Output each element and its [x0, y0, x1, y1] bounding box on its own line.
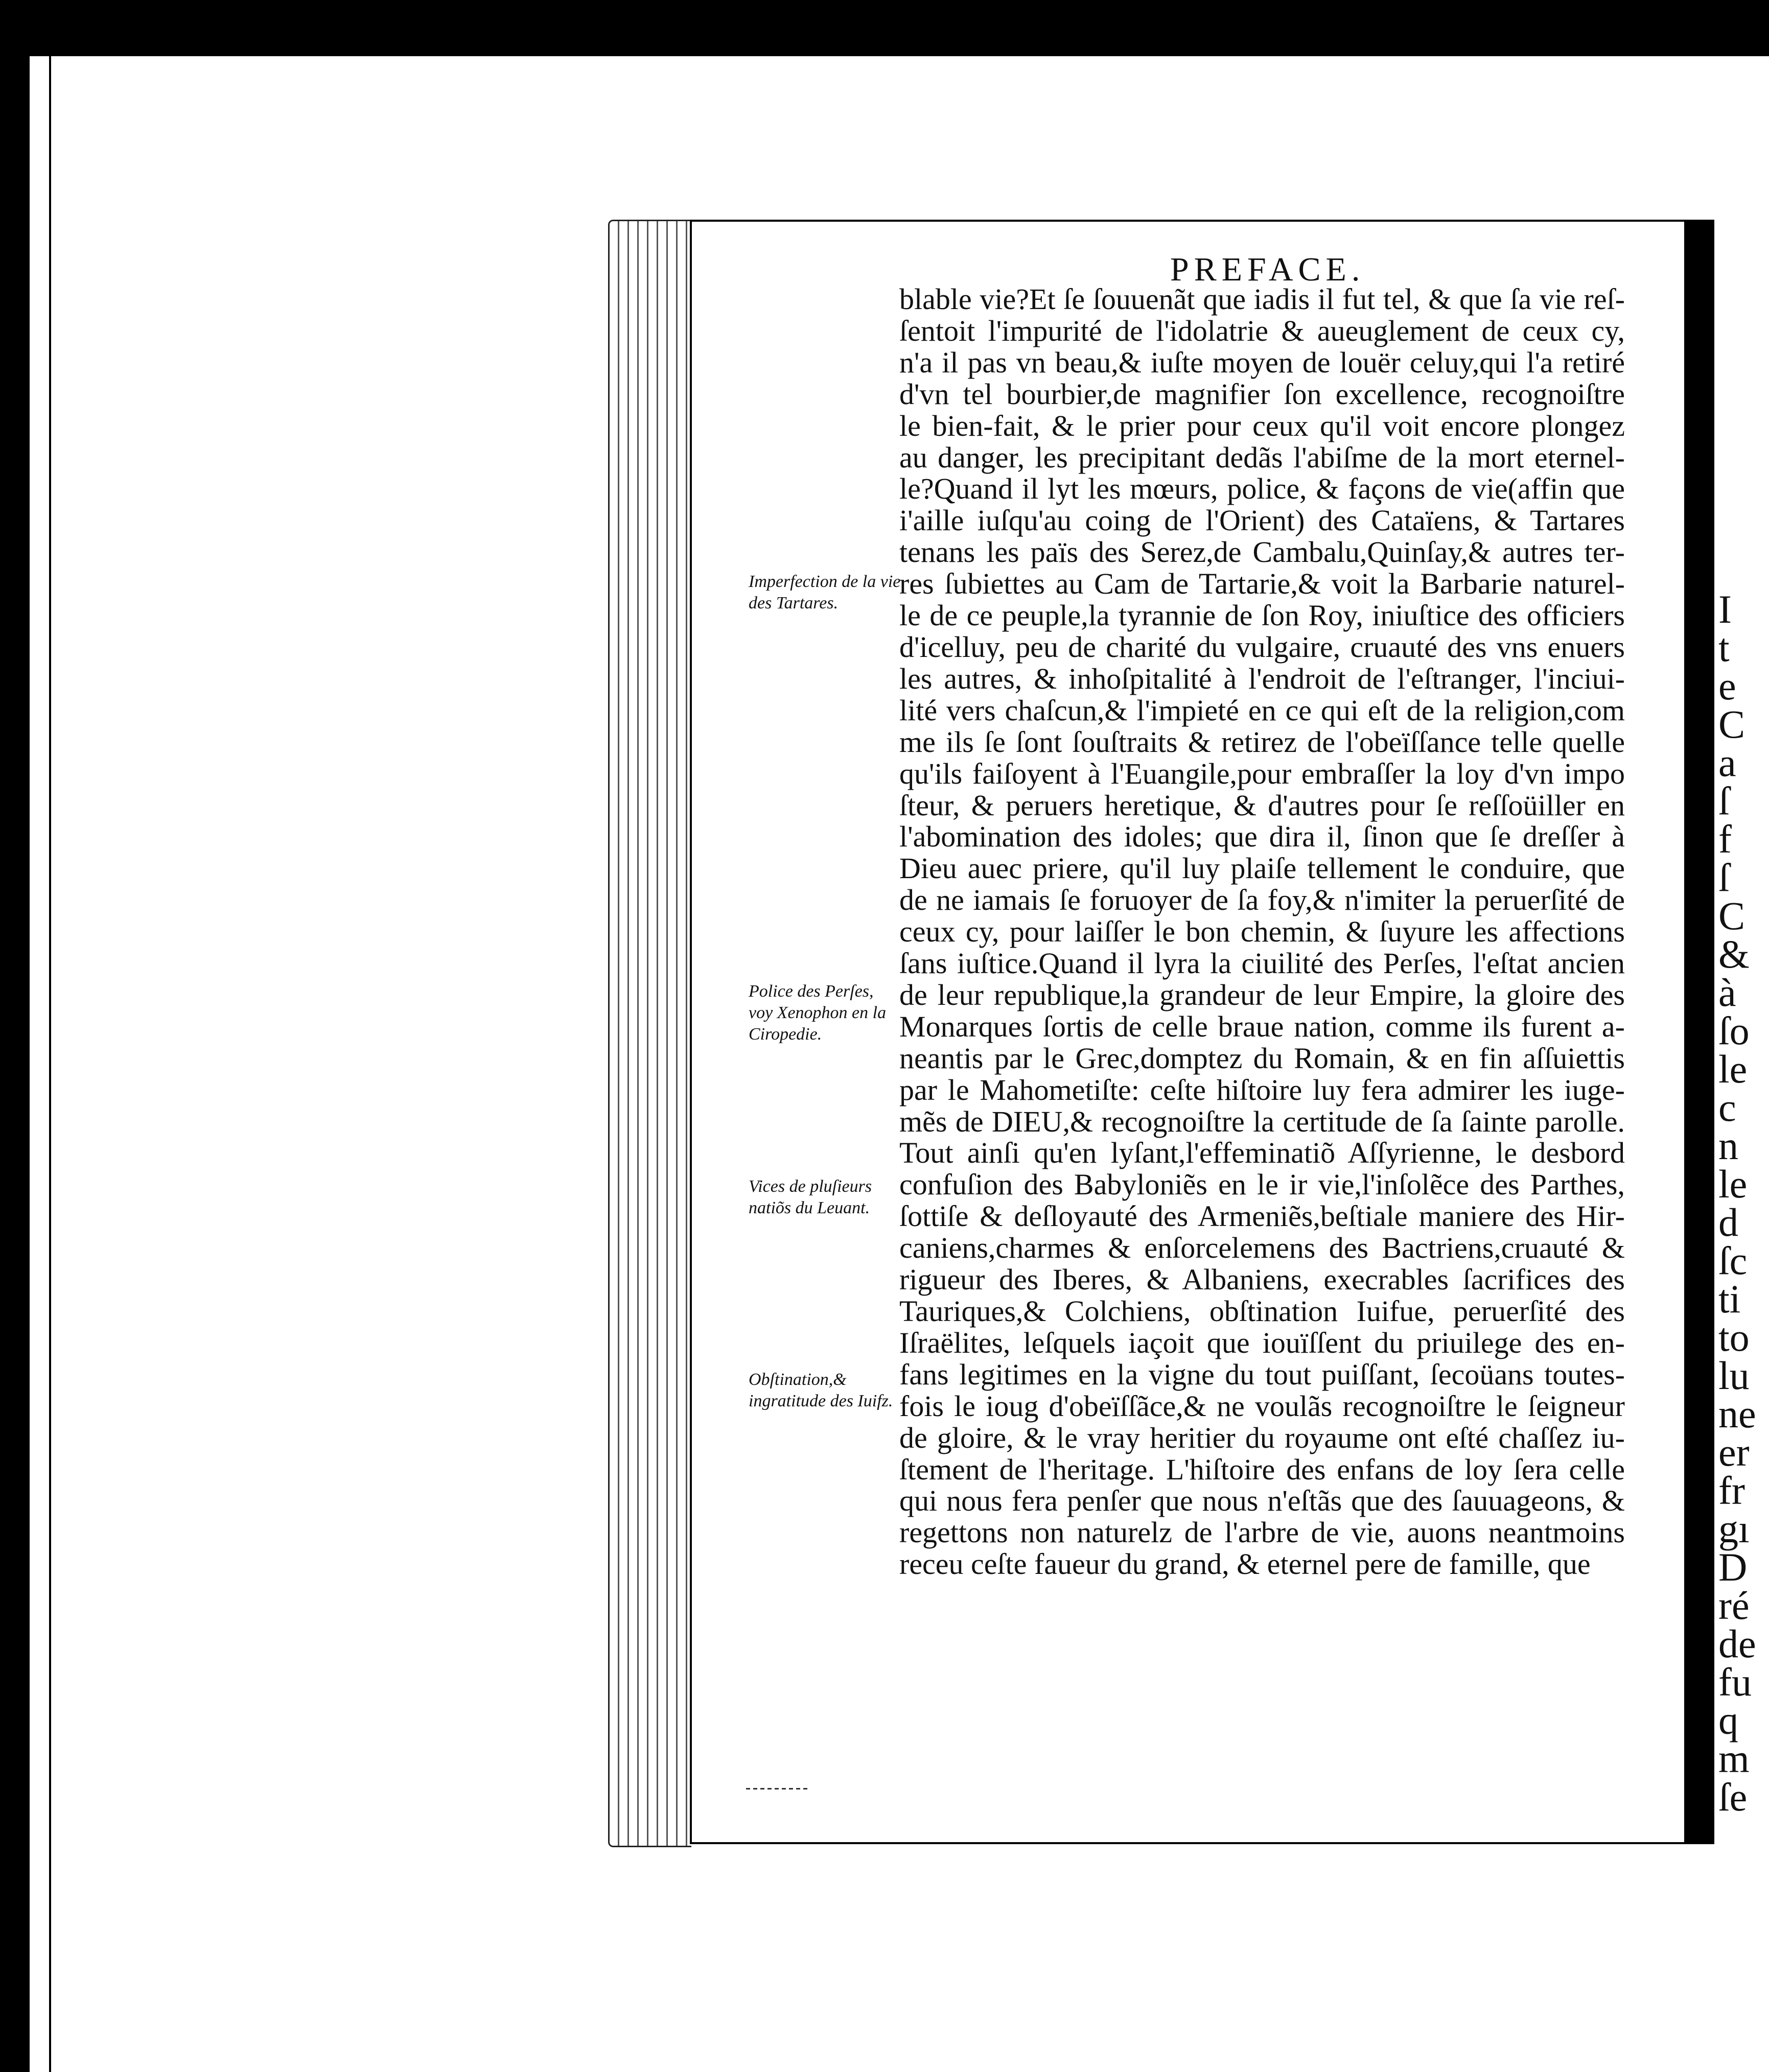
text-line: au danger, les precipitant dedãs l'abiſme de la mort eternel-	[899, 440, 1625, 474]
text-line: Iſraëlites, leſquels iaçoit que iouïſſent du priuilege des en-	[899, 1326, 1625, 1359]
facing-page-line: t	[1718, 625, 1730, 670]
text-line: d'vn tel bourbier,de magnifier ſon excellence, recognoiſtre	[899, 377, 1625, 411]
facing-page-line: ti	[1718, 1277, 1741, 1321]
text-line: blable vie?Et ſe ſouuenãt que iadis il fut tel, & que ſa vie reſ-	[899, 282, 1625, 316]
facing-page-line: C	[1718, 893, 1745, 938]
margin-note-tartares: Imperfection de la vie des Tartares.	[749, 572, 901, 613]
body-text	[899, 284, 1625, 1580]
facing-page-line: I	[1718, 587, 1732, 631]
text-line: ſteur, & peruers heretique, & d'autres pour ſe reſſoüiller en	[899, 788, 1625, 822]
facing-page-line: fu	[1718, 1660, 1752, 1704]
facing-page-line: gı	[1718, 1506, 1750, 1551]
facing-page-line: ſe	[1718, 1775, 1748, 1819]
facing-page-line: le	[1718, 1047, 1748, 1091]
text-line: Tout ainſi qu'en lyſant,l'effeminatiõ Aſſyrienne, le desbord	[899, 1136, 1625, 1170]
facing-page-line: ſo	[1718, 1008, 1750, 1053]
facing-page-line: le	[1718, 1162, 1748, 1206]
facing-page-text	[1714, 587, 1756, 1819]
text-line: Monarques ſortis de celle braue nation, comme ils furent a-	[899, 1009, 1625, 1043]
text-line: le de ce peuple,la tyrannie de ſon Roy, iniuſtice des officiers	[899, 599, 1625, 632]
scan-top-border	[0, 0, 1769, 56]
text-line: qu'ils faiſoyent à l'Euangile,pour embraſſer la loy d'vn impo	[899, 757, 1625, 790]
text-line: ſans iuſtice.Quand il lyra la ciuilité des Perſes, l'eſtat ancien	[899, 947, 1625, 980]
text-line: fois le ioug d'obeïſſãce,& ne voulãs recognoiſtre le ſeigneur	[899, 1389, 1625, 1423]
text-line: ceux cy, pour laiſſer le bon chemin, & ſuyure les affections	[899, 915, 1625, 949]
page-footer-mark	[746, 1788, 807, 1790]
text-line: n'a il pas vn beau,& iuſte moyen de louër celuy,qui l'a retiré	[899, 345, 1625, 379]
text-line: neantis par le Grec,domptez du Romain, & en fin aſſuiettis	[899, 1041, 1625, 1075]
facing-page-line: f	[1718, 817, 1732, 861]
running-head: PREFACE.	[1170, 251, 1365, 288]
facing-page-line: c	[1718, 1085, 1736, 1129]
facing-page-line: ne	[1718, 1392, 1756, 1436]
text-line: ſottiſe & deſloyauté des Armeniẽs,beſtiale maniere des Hir-	[899, 1199, 1625, 1233]
gutter-shadow	[1686, 220, 1714, 1844]
text-line: les autres, & inhoſpitalité à l'endroit de l'eſtranger, l'inciui-	[899, 662, 1625, 695]
text-line: regettons non naturelz de l'arbre de vie, auons neantmoins	[899, 1516, 1625, 1549]
facing-page-line: à	[1718, 970, 1736, 1015]
facing-page-line: D	[1718, 1545, 1748, 1589]
text-line: ſentoit l'impurité de l'idolatrie & aueuglement de ceux cy,	[899, 314, 1625, 347]
facing-page-line: a	[1718, 740, 1736, 785]
facing-page-line: e	[1718, 664, 1736, 708]
text-line: de leur republique,la grandeur de leur Empire, la gloire des	[899, 978, 1625, 1011]
facing-page-line: n	[1718, 1123, 1738, 1168]
text-line: i'aille iuſqu'au coing de l'Orient) des Cataïens, & Tartares	[899, 504, 1625, 537]
text-line: lité vers chaſcun,& l'impieté en ce qui eſt de la religion,com	[899, 693, 1625, 727]
facing-page-line: to	[1718, 1315, 1750, 1359]
text-line: Dieu auec priere, qu'il luy plaiſe tellement le conduire, que	[899, 852, 1625, 885]
book-page-edges	[608, 220, 691, 1847]
text-line: receu ceſte faueur du grand, & eternel pere de famille, que	[899, 1547, 1591, 1581]
facing-page-line: lu	[1718, 1353, 1750, 1398]
facing-page-line: q	[1718, 1698, 1738, 1743]
text-line: tenans les païs des Serez,de Cambalu,Quinſay,& autres ter-	[899, 535, 1625, 569]
scan-left-border	[0, 0, 30, 2072]
text-line: Tauriques,& Colchiens, obſtination Iuifue, peruerſité des	[899, 1294, 1625, 1328]
facing-page-line: ſc	[1718, 1238, 1748, 1283]
text-line: ſtement de l'heritage. L'hiſtoire des enfans de loy ſera celle	[899, 1452, 1625, 1486]
text-line: l'abomination des idoles; que dira il, ſinon que ſe dreſſer à	[899, 820, 1625, 854]
facing-page-line: ré	[1718, 1583, 1750, 1628]
text-line: par le Mahometiſte: ceſte hiſtoire luy fera admirer les iuge-	[899, 1073, 1625, 1106]
facing-page-line: ſ	[1718, 779, 1730, 823]
facing-page-line: &	[1718, 932, 1750, 976]
text-line: me ils ſe ſont ſouſtraits & retirez de l'obeïſſance telle quelle	[899, 725, 1625, 759]
text-line: mẽs de DIEU,& recognoiſtre la certitude de ſa ſainte parolle.	[899, 1104, 1625, 1138]
margin-note-perses: Police des Perſes, voy Xenophon en la Ciropedie.	[749, 982, 887, 1044]
facing-page-line: d	[1718, 1200, 1738, 1244]
text-line: le bien-fait, & le prier pour ceux qu'il voit encore plongez	[899, 409, 1625, 442]
facing-page-line: m	[1718, 1736, 1750, 1781]
facing-page-line: ſ	[1718, 855, 1730, 900]
text-line: caniens,charmes & enſorcelemens des Bactriens,cruauté &	[899, 1231, 1625, 1265]
text-line: de ne iamais ſe foruoyer de ſa foy,& n'imiter la peruerſité de	[899, 883, 1625, 917]
margin-note-iuifz: Obſtination,& ingratitude des Iuifz.	[749, 1370, 893, 1410]
facing-page-line: er	[1718, 1430, 1750, 1474]
text-line: qui nous fera penſer que nous n'eſtãs que des ſauuageons, &	[899, 1484, 1625, 1518]
text-line: fans legitimes en la vigne du tout puiſſant, ſecoüans toutes-	[899, 1357, 1625, 1391]
facing-page-line: fr	[1718, 1468, 1745, 1513]
text-line: de gloire, & le vray heritier du royaume ont eſté chaſſez iu-	[899, 1421, 1625, 1454]
text-line: res ſubiettes au Cam de Tartarie,& voit la Barbarie naturel-	[899, 567, 1625, 601]
margin-note-vices: Vices de pluſieurs natiõs du Leuant.	[749, 1177, 872, 1217]
text-line: le?Quand il lyt les mœurs, police, & façons de vie(affin que	[899, 472, 1625, 506]
facing-page-line: C	[1718, 702, 1745, 746]
facing-page-fragment	[1714, 56, 1769, 1946]
facing-page-line: de	[1718, 1621, 1756, 1666]
text-line: rigueur des Iberes, & Albaniens, execrables ſacrifices des	[899, 1263, 1625, 1297]
text-line: confuſion des Babyloniẽs en le ir vie,l'inſolẽce des Parthes,	[899, 1168, 1625, 1202]
text-line: d'icelluy, peu de charité du vulgaire, cruauté des vns enuers	[899, 630, 1625, 664]
